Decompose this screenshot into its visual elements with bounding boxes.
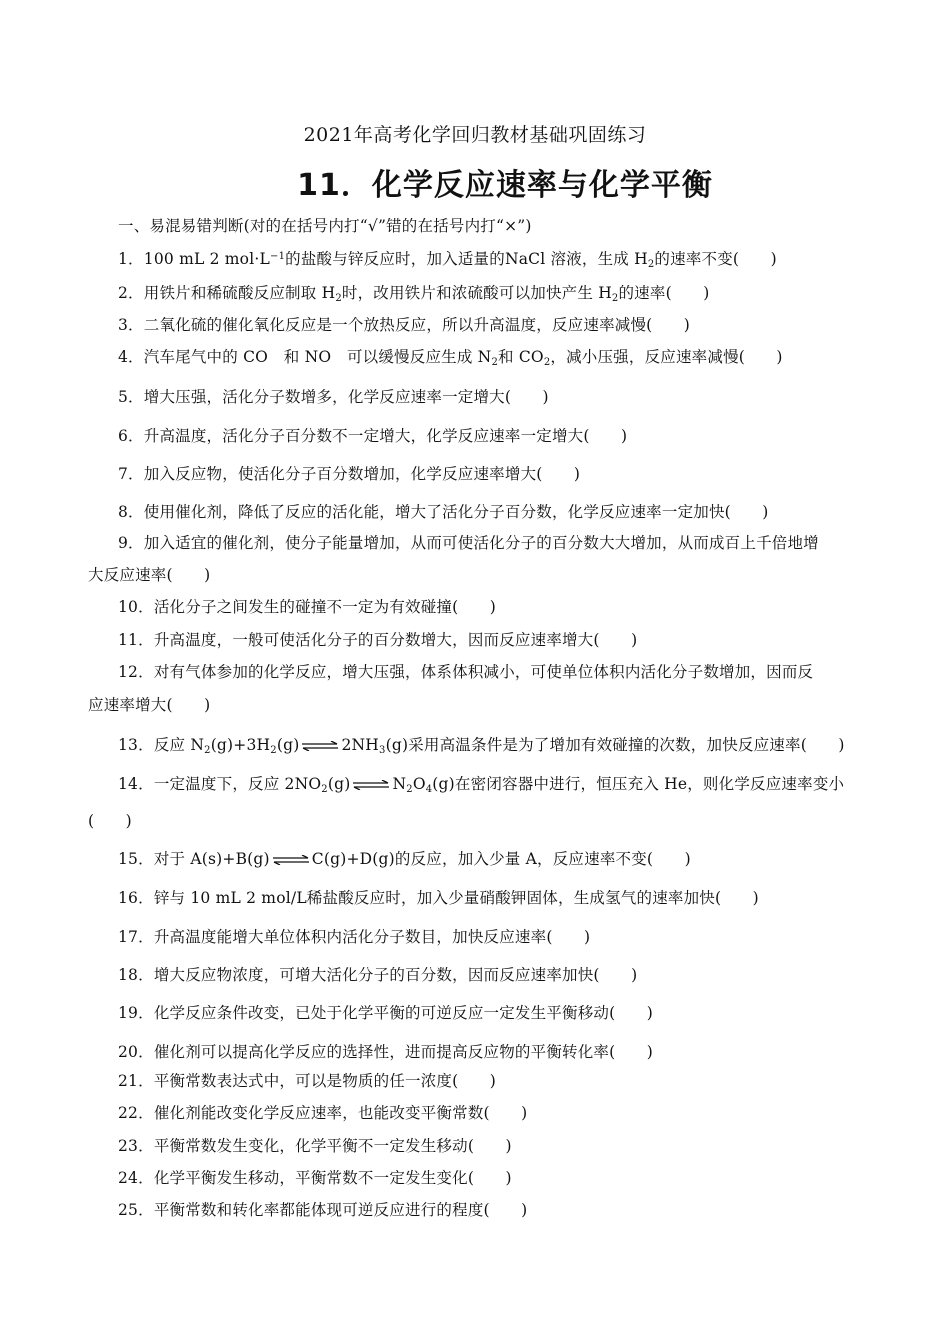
question-16: 16．锌与 10 mL 2 mol/L稀盐酸反应时，加入少量硝酸钾固体，生成氢气的速率加快( )	[118, 889, 759, 907]
question-7: 7．加入反应物，使活化分子百分数增加，化学反应速率增大( )	[118, 465, 581, 483]
equilibrium-arrow-icon	[272, 855, 310, 865]
question-12-line-2: 应速率增大( )	[88, 696, 211, 714]
question-15: 15．对于 A(s)+B(g) C(g)+D(g)的反应，加入少量 A，反应速率不变( )	[118, 850, 691, 868]
document-title: 2021年高考化学回归教材基础巩固练习	[303, 124, 647, 146]
question-4: 4．汽车尾气中的 CO 和 NO 可以缓慢反应生成 $N_2$和 $CO_2$，减小压强，反应速率减慢( )	[118, 348, 783, 368]
question-25: 25．平衡常数和转化率都能体现可逆反应进行的程度( )	[118, 1201, 528, 1219]
question-2: 2．用铁片和稀硫酸反应制取 $H_2$时，改用铁片和浓硫酸可以加快产生 $H_2$的速率( )	[118, 284, 710, 304]
chapter-title: 11．化学反应速率与化学平衡	[297, 168, 713, 203]
question-18: 18．增大反应物浓度，可增大活化分子的百分数，因而反应速率加快( )	[118, 966, 638, 984]
section-heading: 一、易混易错判断(对的在括号内打“√”错的在括号内打“×”)	[118, 217, 532, 235]
question-5: 5．增大压强，活化分子数增多，化学反应速率一定增大( )	[118, 388, 549, 406]
question-24: 24．化学平衡发生移动，平衡常数不一定发生变化( )	[118, 1169, 512, 1187]
question-21: 21．平衡常数表达式中，可以是物质的任一浓度( )	[118, 1072, 497, 1090]
equilibrium-arrow-icon	[301, 741, 339, 751]
question-1: 1．100 mL 2 $mol\cdot L^{-1}$的盐酸与锌反应时，加入适量的NaCl 溶液，生成 $H_2$的速率不变( )	[118, 250, 777, 270]
question-3: 3．二氧化硫的催化氧化反应是一个放热反应，所以升高温度，反应速率减慢( )	[118, 316, 691, 334]
question-9-line-1: 9．加入适宜的催化剂，使分子能量增加，从而可使活化分子的百分数大大增加，从而成百上千倍地增	[118, 534, 819, 552]
question-22: 22．催化剂能改变化学反应速率，也能改变平衡常数( )	[118, 1104, 528, 1122]
question-13: 13．反应 $N_2(g)+3H_2(g)$ $2NH_3(g)$采用高温条件是为了增加有效碰撞的次数，加快反应速率( )	[118, 736, 845, 756]
question-19: 19．化学反应条件改变，已处于化学平衡的可逆反应一定发生平衡移动( )	[118, 1004, 654, 1022]
question-17: 17．升高温度能增大单位体积内活化分子数目，加快反应速率( )	[118, 928, 591, 946]
question-12-line-1: 12．对有气体参加的化学反应，增大压强，体系体积减小，可使单位体积内活化分子数增加，因而反	[118, 663, 814, 681]
equilibrium-arrow-icon	[352, 780, 390, 790]
question-8: 8．使用催化剂，降低了反应的活化能，增大了活化分子百分数，化学反应速率一定加快( )	[118, 503, 769, 521]
question-14-line-1: 14．一定温度下，反应 $2NO_2(g)$ $N_2O_4(g)$在密闭容器中进行，恒压充入 He，则化学反应速率变小	[118, 775, 845, 795]
question-6: 6．升高温度，活化分子百分数不一定增大，化学反应速率一定增大( )	[118, 427, 628, 445]
question-20: 20．催化剂可以提高化学反应的选择性，进而提高反应物的平衡转化率( )	[118, 1043, 654, 1061]
question-10: 10．活化分子之间发生的碰撞不一定为有效碰撞( )	[118, 598, 497, 616]
question-14-line-2: ( )	[88, 812, 132, 830]
question-11: 11．升高温度，一般可使活化分子的百分数增大，因而反应速率增大( )	[118, 631, 638, 649]
question-9-line-2: 大反应速率( )	[88, 566, 211, 584]
question-23: 23．平衡常数发生变化，化学平衡不一定发生移动( )	[118, 1137, 512, 1155]
